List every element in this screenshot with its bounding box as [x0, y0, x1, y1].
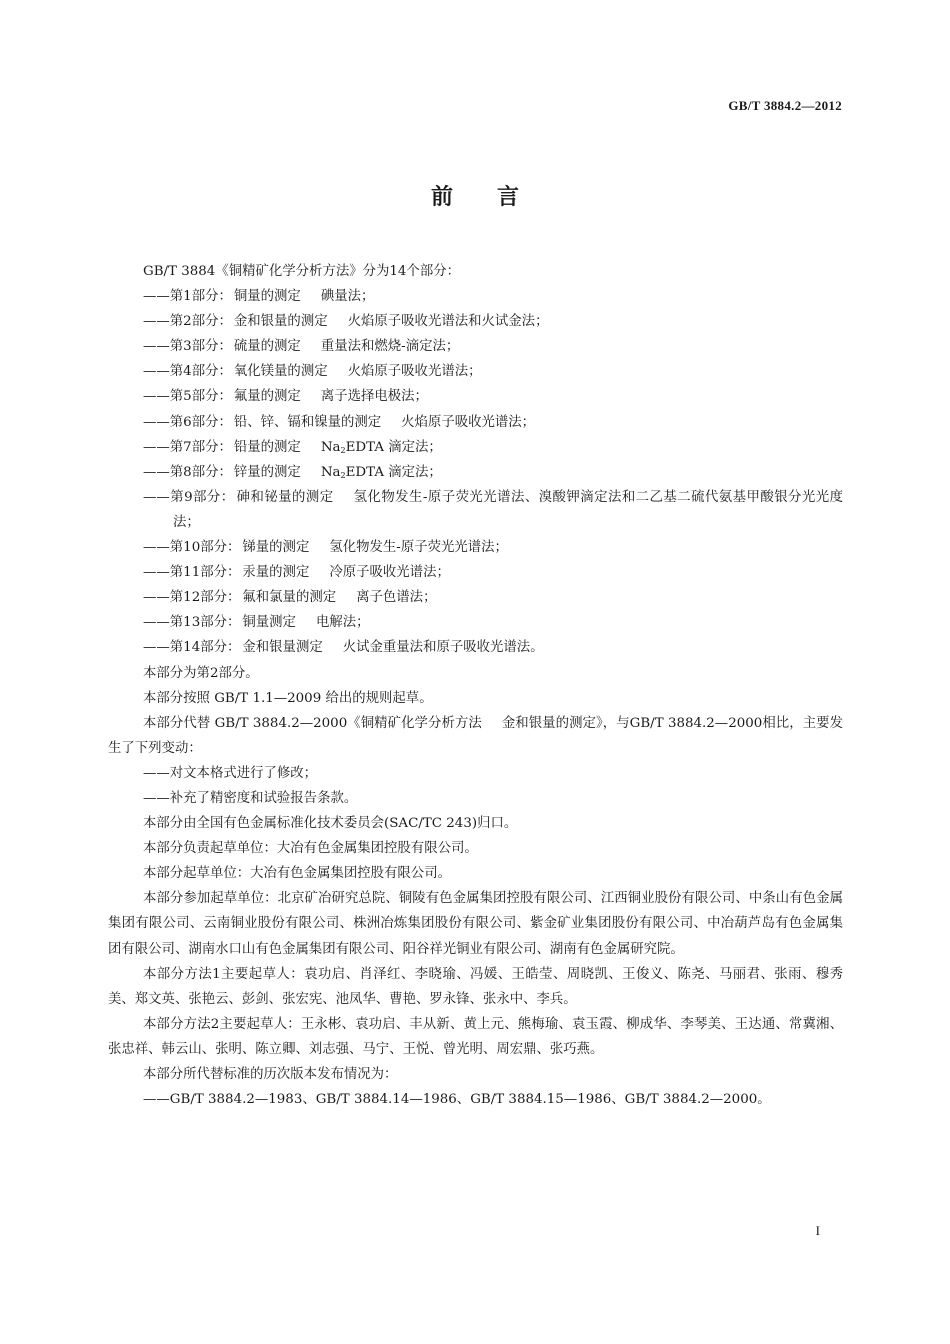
- part-method: 氢化物发生-原子荧光光谱法；: [329, 540, 508, 556]
- part-label: ——第5部分：: [143, 389, 232, 405]
- part-method: 重量法和燃烧-滴定法；: [320, 339, 460, 355]
- part-name: 砷和铋量的测定: [236, 489, 334, 505]
- replaces-text-a: 本部分代替 GB/T 3884.2—2000《铜精矿化学分析方法: [143, 715, 482, 731]
- part-label: ——第12部分：: [143, 590, 241, 606]
- part-label: ——第9部分：: [143, 489, 235, 505]
- part-name: 铅、锌、镉和镍量的测定: [233, 414, 382, 430]
- drafting-unit-statement: 本部分起草单位：大冶有色金属集团控股有限公司。: [143, 866, 451, 882]
- part-name: 锑量的测定: [242, 540, 310, 556]
- part-method: 电解法；: [315, 615, 370, 631]
- list-item: [108, 410, 843, 435]
- part-method: 离子色谱法；: [356, 590, 437, 606]
- part-method: 火焰原子吸收光谱法；: [347, 364, 482, 380]
- part-method: 火焰原子吸收光谱法和火试金法；: [347, 314, 549, 330]
- list-item: ——补充了精密度和试验报告条款。: [143, 790, 358, 806]
- list-item: [108, 334, 843, 359]
- part-label: ——第2部分：: [143, 314, 232, 330]
- foreword-body: [108, 259, 843, 1112]
- method1-drafters-statement: 本部分方法1主要起草人：袁功启、肖泽红、李晓瑜、冯媛、王皓莹、周晓凯、王俊义、陈尧、马丽君、张雨、穆秀美、郑文英、张艳云、彭剑、张宏宪、池凤华、曹艳、罗永锋、张永中、李兵。: [108, 966, 843, 1007]
- list-item: [108, 610, 843, 635]
- part-name: 铅量的测定: [233, 439, 301, 455]
- part-method: 冷原子吸收光谱法；: [329, 565, 450, 581]
- part-name: 氟量的测定: [233, 389, 301, 405]
- part-name: 铜量的测定: [233, 289, 301, 305]
- part-method: 火焰原子吸收光谱法；: [401, 414, 536, 430]
- part-name: 铜量测定: [242, 615, 296, 631]
- part-method: 氢化物发生-原子荧光光谱法、溴酸钾滴定法和二乙基二硫代氨基甲酸银分光光度法；: [173, 489, 843, 530]
- list-item: [108, 284, 843, 309]
- changes-list: [108, 761, 843, 811]
- part-label: ——第8部分：: [143, 464, 232, 480]
- part-method: 碘量法；: [320, 289, 375, 305]
- list-item: [108, 460, 843, 485]
- formula-element: Na: [320, 464, 341, 480]
- formula-rest: EDTA 滴定法；: [345, 464, 442, 480]
- part-method: [321, 440, 442, 455]
- part-name: 氧化镁量的测定: [233, 364, 328, 380]
- part-label: ——第14部分：: [143, 640, 241, 656]
- part-label: ——第3部分：: [143, 339, 232, 355]
- list-item: [108, 585, 843, 610]
- history-list: ——GB/T 3884.2—1983、GB/T 3884.14—1986、GB/T 3884.15—1986、GB/T 3884.2—2000。: [143, 1092, 771, 1108]
- page-number: I: [815, 1223, 820, 1238]
- responsible-unit-statement: 本部分负责起草单位：大冶有色金属集团控股有限公司。: [143, 841, 478, 857]
- part-label: ——第7部分：: [143, 439, 232, 455]
- list-item: [108, 309, 843, 334]
- participating-units-statement: 本部分参加起草单位：北京矿冶研究总院、铜陵有色金属集团控股有限公司、江西铜业股份有限公司、中条山有色金属集团有限公司、云南铜业股份有限公司、株洲冶炼集团股份有限公司、紫金矿业集团股份有限公司、中冶葫芦岛有色金属集团有限公司、湖南水口山有色金属集团有限公司、阳谷祥光铜业有限公司、湖南有色金属研究院。: [108, 891, 843, 957]
- page-title: 前言: [430, 185, 563, 210]
- replaces-statement: [108, 711, 843, 761]
- part-label: ——第13部分：: [143, 615, 241, 631]
- list-item: [108, 635, 843, 660]
- parts-list: [108, 284, 843, 660]
- formula-subscript: 2: [340, 445, 346, 455]
- part-method: 火试金重量法和原子吸收光谱法。: [342, 640, 544, 656]
- part-method: 离子选择电极法；: [320, 389, 428, 405]
- list-item: [108, 359, 843, 384]
- formula-rest: EDTA 滴定法；: [345, 439, 442, 455]
- part-method: [321, 465, 442, 480]
- part-label: ——第11部分：: [143, 565, 241, 581]
- list-item: [108, 535, 843, 560]
- part-name: 氟和氯量的测定: [242, 590, 337, 606]
- part-label: ——第4部分：: [143, 364, 232, 380]
- formula-subscript: 2: [340, 470, 346, 480]
- drafting-rules-statement: 本部分按照 GB/T 1.1—2009 给出的规则起草。: [143, 690, 433, 706]
- part-label: ——第6部分：: [143, 414, 232, 430]
- part-name: 金和银量的测定: [233, 314, 328, 330]
- formula-element: Na: [320, 439, 341, 455]
- list-item: [108, 485, 843, 535]
- this-part-statement: 本部分为第2部分。: [143, 665, 259, 681]
- intro-paragraph: GB/T 3884《铜精矿化学分析方法》分为14个部分：: [143, 264, 460, 279]
- part-name: 硫量的测定: [233, 339, 301, 355]
- list-item: [108, 560, 843, 585]
- part-label: ——第10部分：: [143, 540, 241, 556]
- part-name: 金和银量测定: [242, 640, 323, 656]
- list-item: ——对文本格式进行了修改；: [143, 765, 318, 781]
- replaces-text-b: 金和银量的测定》，与GB/T 3884.2—2000相比，主要发生了下列变动：: [108, 715, 843, 756]
- history-intro-statement: 本部分所代替标准的历次版本发布情况为：: [143, 1067, 398, 1082]
- part-label: ——第1部分：: [143, 289, 232, 305]
- part-name: 锌量的测定: [233, 464, 301, 480]
- method2-drafters-statement: 本部分方法2主要起草人：王永彬、袁功启、丰从新、黄上元、熊梅瑜、袁玉霞、柳成华、李琴美、王达通、常冀湘、张忠祥、韩云山、张明、陈立卿、刘志强、马宁、王悦、曾光明、周宏鼎、张巧燕。: [108, 1016, 843, 1057]
- part-name: 汞量的测定: [242, 565, 310, 581]
- list-item: [108, 384, 843, 409]
- list-item: [108, 435, 843, 460]
- authority-statement: 本部分由全国有色金属标准化技术委员会(SAC/TC 243)归口。: [143, 816, 518, 832]
- standard-code: GB/T 3884.2—2012: [728, 98, 842, 113]
